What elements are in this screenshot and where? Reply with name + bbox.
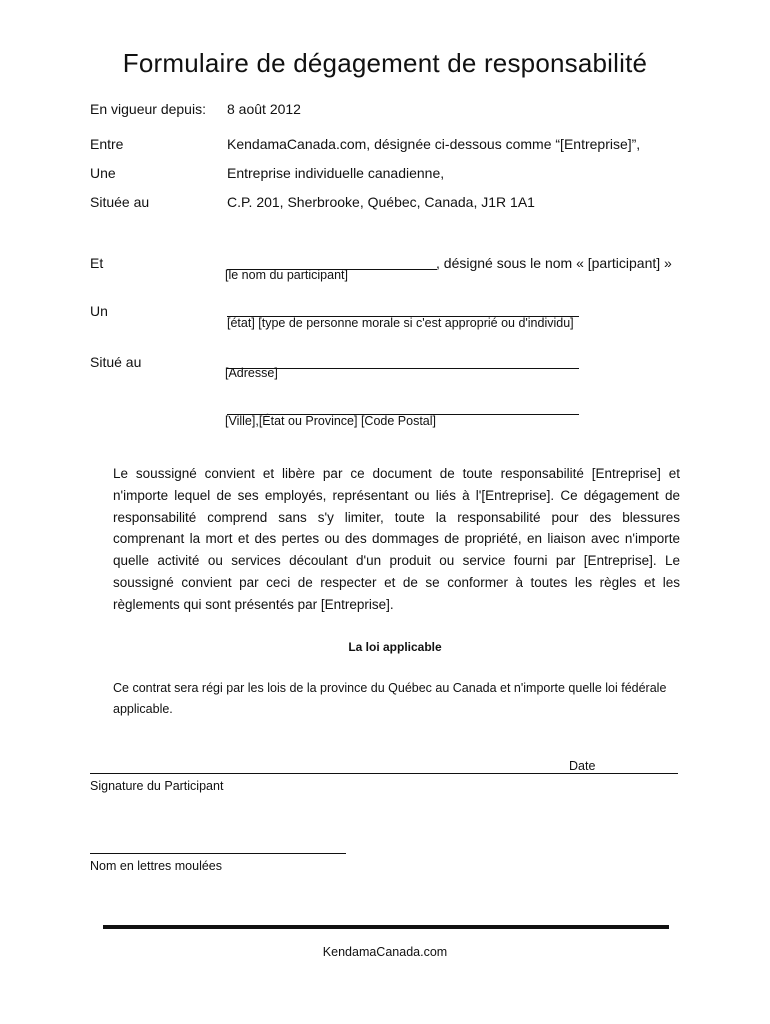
participant-suffix: , désigné sous le nom « [participant] » bbox=[436, 255, 672, 271]
entity-label: Un bbox=[90, 303, 108, 319]
date-label: Date bbox=[569, 759, 596, 773]
effective-date-value: 8 août 2012 bbox=[227, 101, 301, 117]
signature-label: Signature du Participant bbox=[90, 779, 224, 793]
between-label: Entre bbox=[90, 136, 124, 152]
participant-label: Et bbox=[90, 255, 104, 271]
company-address-label: Située au bbox=[90, 194, 150, 210]
printed-name-label: Nom en lettres moulées bbox=[90, 859, 223, 873]
company-address-value: C.P. 201, Sherbrooke, Québec, Canada, J1R 1A1 bbox=[227, 194, 535, 210]
governing-law-heading: La loi applicable bbox=[348, 640, 442, 654]
company-type-value: Entreprise individuelle canadienne, bbox=[227, 165, 445, 181]
address-line[interactable] bbox=[227, 368, 579, 369]
page-title: Formulaire de dégagement de responsabilité bbox=[122, 48, 648, 78]
governing-law-text: Ce contrat sera régi par les lois de la province du Québec au Canada et n'importe quelle loi fédérale applicable. bbox=[113, 681, 667, 716]
footer-divider bbox=[103, 925, 669, 929]
city-hint: [Ville],[État ou Province] [Code Postal] bbox=[225, 414, 436, 428]
entity-hint: [état] [type de personne morale si c'est approprié ou d'individu] bbox=[227, 316, 574, 330]
company-type-label: Une bbox=[90, 165, 116, 181]
participant-hint: [le nom du participant] bbox=[225, 268, 348, 282]
address-hint: [Adresse] bbox=[225, 366, 278, 380]
release-paragraph: Le soussigné convient et libère par ce document de toute responsabilité [Entreprise] et n'importe lequel de ses employés, représentant ou liés à l'[Entreprise]. Ce dégagement de responsabilité comprend sans s'y limiter, toute la responsabilité pour des blessures comprenant la mort et des pertes ou des dommages de propriété, en liaison avec n'importe quelle activité ou services découlant d'un produit ou service fourni par [Entreprise]. Le soussigné convient par ceci de respecter et de se conformer à toutes les règles et les règlements qui sont présentés par [Entreprise]. bbox=[113, 466, 680, 612]
company-name: KendamaCanada.com, désignée ci-dessous comme “[Entreprise]”, bbox=[227, 136, 641, 152]
effective-date-label: En vigueur depuis: bbox=[90, 101, 206, 117]
address-label: Situé au bbox=[90, 354, 142, 370]
printed-name-line[interactable] bbox=[90, 853, 346, 854]
footer-text: KendamaCanada.com bbox=[322, 945, 448, 959]
signature-line[interactable] bbox=[90, 773, 678, 774]
